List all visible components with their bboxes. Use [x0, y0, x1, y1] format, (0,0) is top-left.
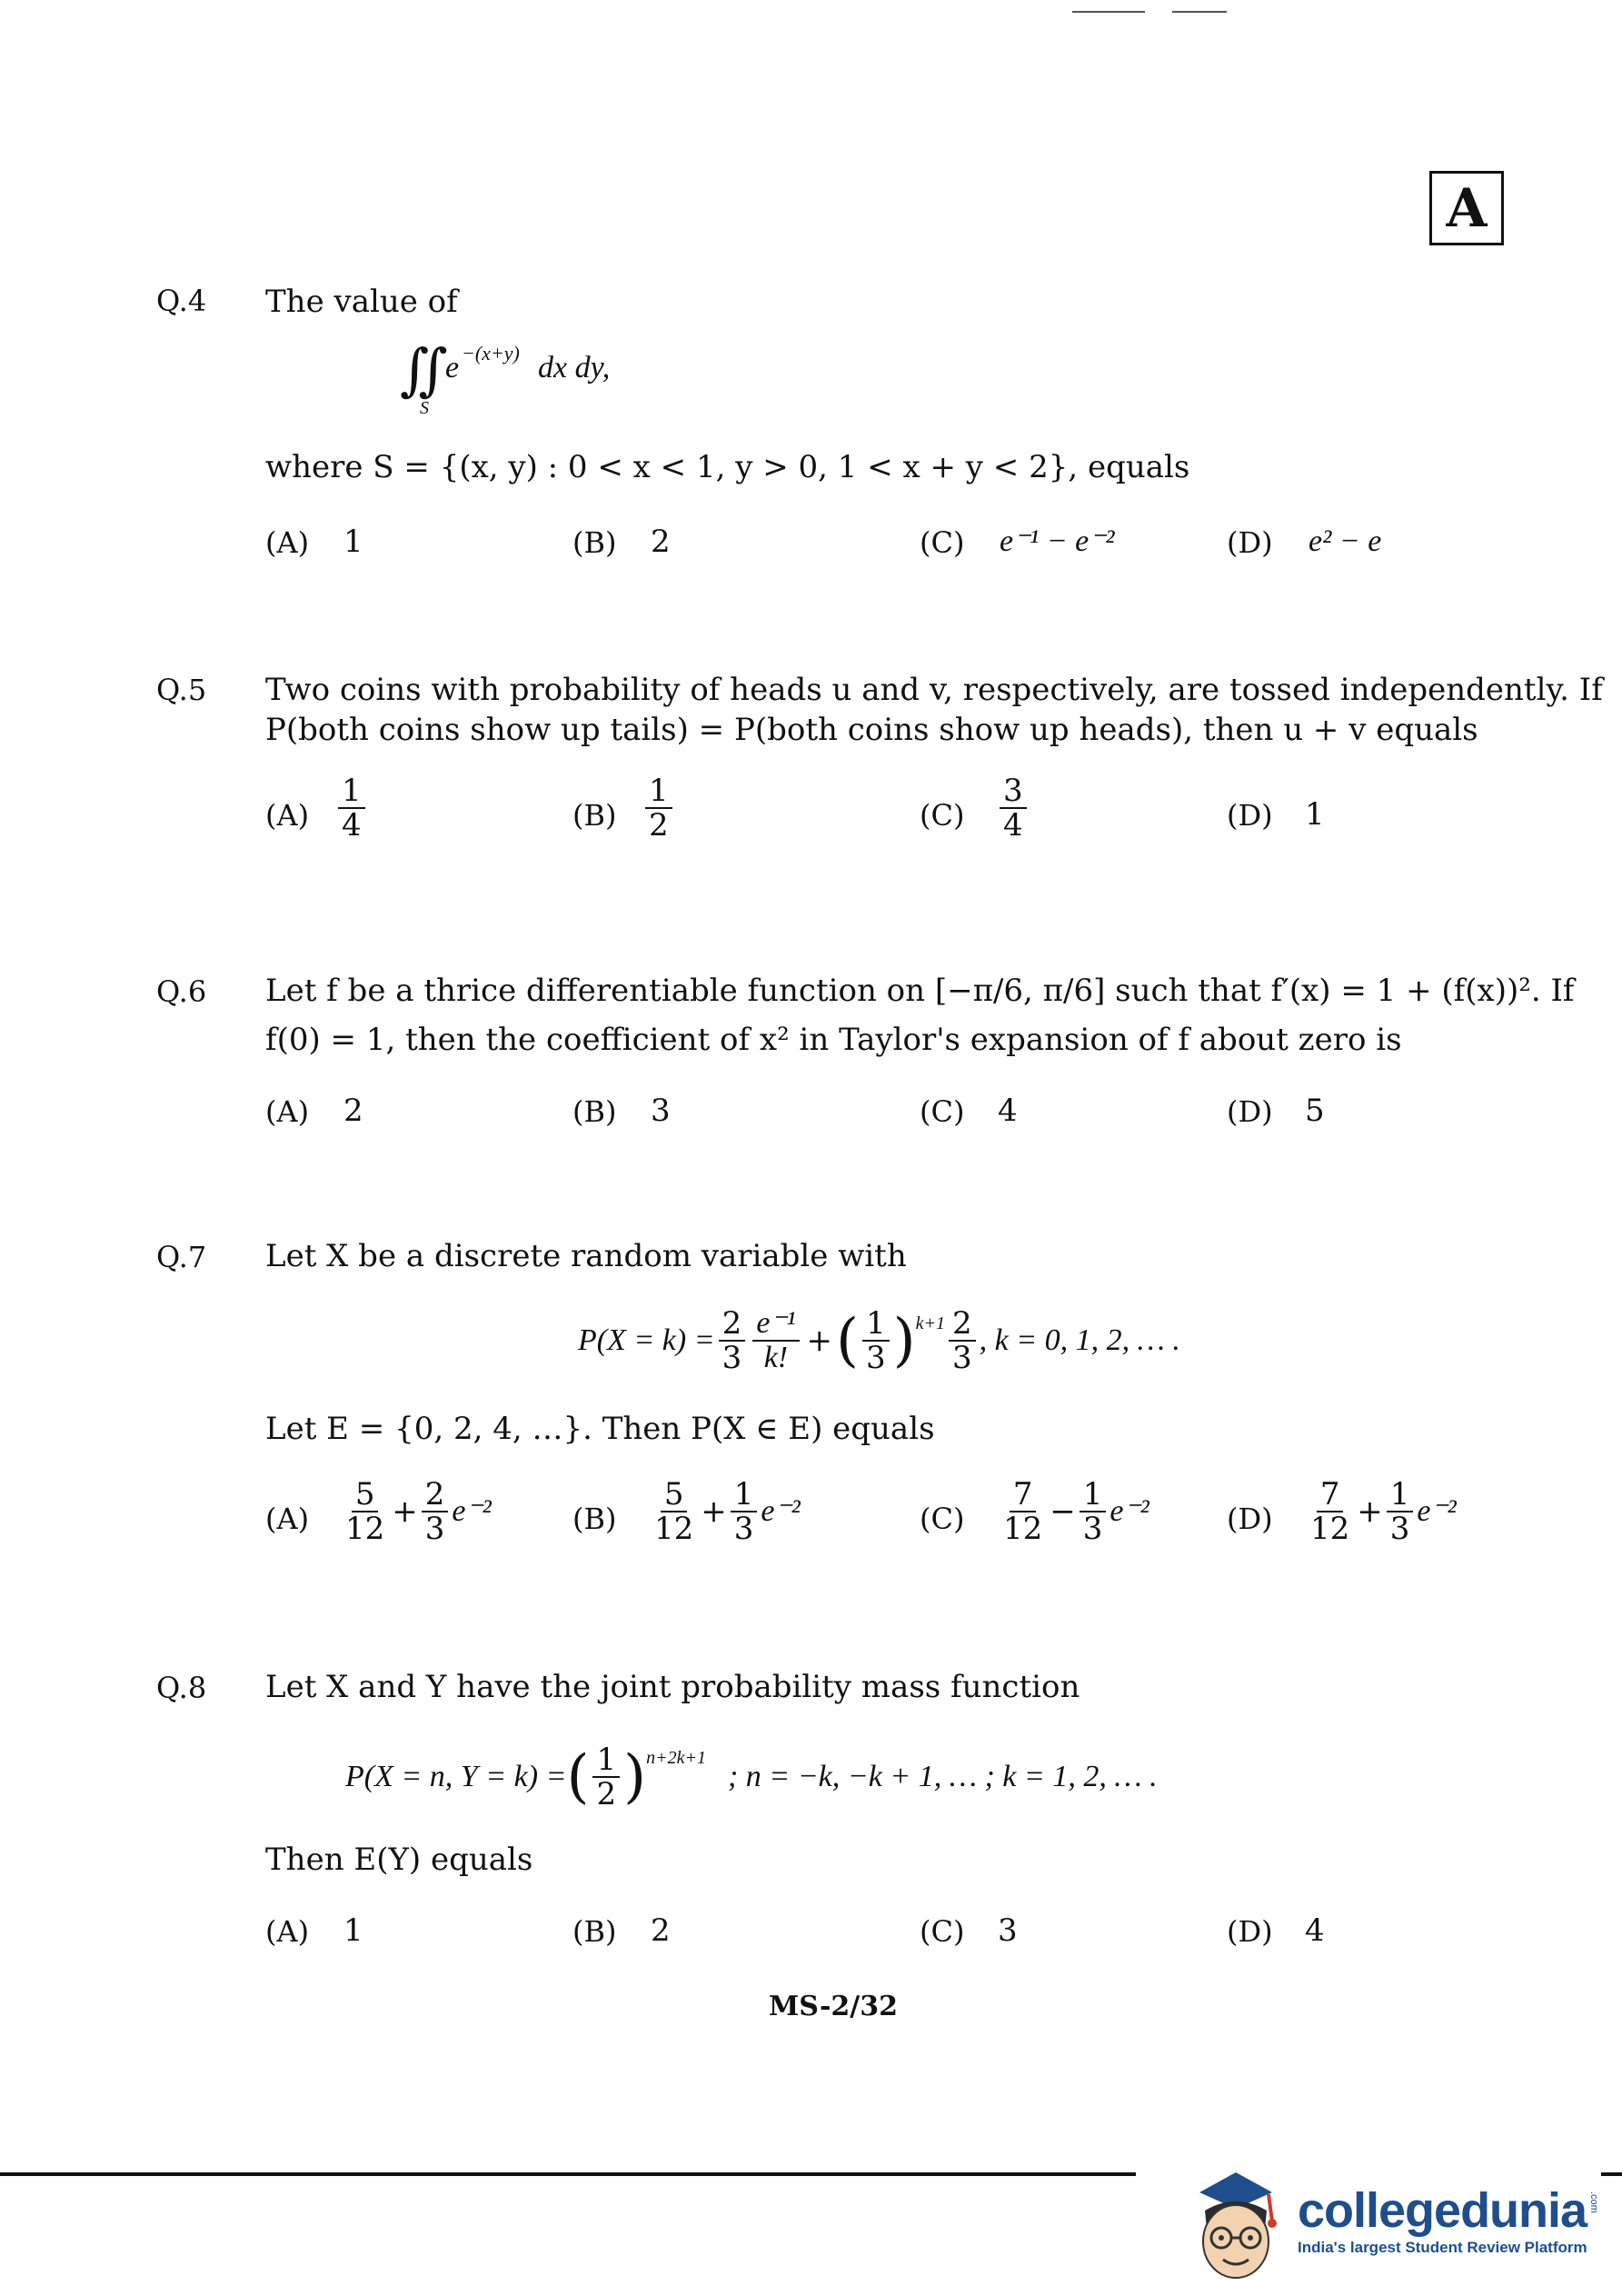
pmf-fraction — [752, 1307, 799, 1374]
fraction-numerator: 2 — [719, 1307, 746, 1342]
pmf-range: , k = 0, 1, 2, … . — [979, 1323, 1180, 1357]
option-value: 2 — [343, 1093, 363, 1129]
fraction-numerator: 5 — [661, 1478, 688, 1512]
option-value: 4 — [998, 1093, 1018, 1129]
brand-text-block — [1298, 2182, 1599, 2257]
option-label: (C) — [920, 1914, 965, 1949]
fraction-denominator: 4 — [1003, 807, 1023, 844]
paren-close: ) — [892, 1307, 916, 1374]
option-value: 4 — [1305, 1912, 1325, 1949]
fraction-denominator: k! — [763, 1341, 789, 1374]
option-label: (A) — [265, 1502, 310, 1536]
integrand: e — [445, 351, 460, 384]
brand-name-row — [1298, 2182, 1599, 2239]
fraction-numerator: 1 — [338, 774, 365, 809]
option-value: 5 — [1305, 1093, 1325, 1129]
fraction-denominator: 12 — [1003, 1511, 1043, 1547]
fraction-numerator: 1 — [645, 774, 672, 809]
option-label: (C) — [920, 525, 965, 560]
joint-pmf-formula — [345, 1727, 1158, 1827]
double-integral — [400, 338, 672, 425]
integral-sign: ∬ — [400, 336, 448, 403]
option-label: (D) — [1227, 1094, 1273, 1129]
brand-tagline: India's largest Student Review Platform — [1298, 2239, 1587, 2256]
option-label: (A) — [265, 525, 310, 560]
fraction-denominator: 3 — [733, 1511, 754, 1547]
integrand-exponent: −(x+y) — [462, 342, 520, 364]
paren-open: ( — [836, 1307, 860, 1374]
pmf-fraction — [592, 1743, 620, 1811]
fraction-denominator: 4 — [342, 807, 362, 844]
scan-mark — [1172, 11, 1227, 13]
page-code: MS-2/32 — [769, 1991, 899, 2022]
fraction-numerator: 1 — [862, 1307, 890, 1342]
pmf-lhs: P(X = n, Y = k) = — [345, 1760, 567, 1793]
fraction-denominator: 3 — [1389, 1511, 1410, 1547]
option-fraction — [1000, 774, 1027, 842]
option-tail: e⁻² — [1110, 1494, 1149, 1528]
option-expression — [1303, 1478, 1457, 1545]
question-number: Q.6 — [156, 974, 207, 1009]
option-label: (C) — [920, 1094, 965, 1129]
option-label: (D) — [1227, 1502, 1273, 1536]
brand-name: collegedunia — [1298, 2183, 1587, 2238]
fraction-numerator: e⁻¹ — [752, 1307, 799, 1342]
option-label: (B) — [572, 1094, 617, 1129]
option-label: (B) — [572, 1914, 617, 1949]
option-label: (B) — [572, 798, 617, 833]
operator: − — [1050, 1493, 1076, 1530]
scan-mark — [1072, 11, 1145, 13]
option-expression — [338, 1478, 492, 1545]
option-value: 3 — [651, 1093, 671, 1129]
fraction-denominator: 3 — [721, 1340, 742, 1376]
brand-suffix: .com — [1588, 2191, 1600, 2213]
option-value: e² − e — [1309, 524, 1382, 558]
option-label: (C) — [920, 798, 965, 833]
fraction-numerator: 1 — [592, 1743, 620, 1778]
question-event: Let E = {0, 2, 4, …}. Then P(X ∈ E) equals — [265, 1411, 935, 1447]
fraction-denominator: 3 — [866, 1340, 886, 1376]
question-stem-line: f(0) = 1, then the coefficient of x² in Taylor's expansion of f about zero is — [265, 1022, 1402, 1058]
option-fraction — [338, 774, 365, 842]
brand-logo[interactable] — [1181, 2156, 1608, 2283]
pmf-exponent: n+2k+1 — [646, 1748, 706, 1768]
question-stem: Let X be a discrete random variable with — [265, 1238, 907, 1274]
pmf-fraction — [862, 1307, 890, 1374]
option-value: 1 — [1305, 796, 1325, 833]
option-value: 2 — [651, 1912, 671, 1949]
question-stem-line: P(both coins show up tails) = P(both coins show up heads), then u + v equals — [265, 712, 1478, 748]
pmf-fraction — [719, 1307, 746, 1374]
fraction-denominator: 2 — [649, 807, 669, 844]
pmf-fraction — [949, 1307, 976, 1374]
fraction-numerator: 7 — [1010, 1478, 1037, 1512]
question-number: Q.7 — [156, 1240, 207, 1274]
paren-open: ( — [566, 1743, 590, 1811]
option-value: e⁻¹ − e⁻² — [1000, 524, 1115, 558]
option-tail: e⁻² — [452, 1494, 492, 1528]
option-label: (B) — [572, 525, 617, 560]
fraction-denominator: 3 — [952, 1340, 972, 1376]
option-label: (A) — [265, 1094, 310, 1129]
fraction-denominator: 3 — [424, 1511, 445, 1547]
option-label: (A) — [265, 798, 310, 833]
operator: + — [392, 1493, 418, 1530]
option-fraction — [645, 774, 672, 842]
option-label: (D) — [1227, 1914, 1273, 1949]
question-stem: Let X and Y have the joint probability mass function — [265, 1669, 1080, 1705]
option-value: 1 — [343, 524, 363, 560]
option-expression — [647, 1478, 801, 1545]
fraction-numerator: 7 — [1317, 1478, 1344, 1512]
option-value: 2 — [651, 524, 671, 560]
question-number: Q.8 — [156, 1671, 207, 1705]
question-stem: The value of — [265, 284, 458, 320]
fraction-numerator: 1 — [1080, 1478, 1107, 1512]
option-label: (A) — [265, 1914, 310, 1949]
pmf-lhs: P(X = k) = — [578, 1323, 715, 1357]
question-number: Q.4 — [156, 284, 207, 318]
pmf-exponent: k+1 — [915, 1313, 945, 1333]
option-label: (B) — [572, 1502, 617, 1536]
differential: dx dy, — [538, 351, 611, 384]
question-then: Then E(Y) equals — [265, 1842, 533, 1878]
option-tail: e⁻² — [1417, 1494, 1457, 1528]
option-value: 3 — [998, 1912, 1018, 1949]
fraction-numerator: 2 — [422, 1478, 449, 1512]
option-label: (C) — [920, 1502, 965, 1536]
operator: + — [1357, 1493, 1383, 1530]
option-expression — [996, 1478, 1149, 1545]
set-code: A — [1446, 177, 1488, 239]
fraction-denominator: 12 — [345, 1511, 385, 1547]
fraction-numerator: 1 — [731, 1478, 758, 1512]
region-symbol: S — [420, 398, 429, 418]
fraction-denominator: 2 — [596, 1776, 617, 1812]
fraction-numerator: 2 — [949, 1307, 976, 1342]
set-code-box — [1429, 171, 1504, 245]
operator: + — [701, 1493, 727, 1530]
footer-rule — [0, 2172, 1136, 2176]
fraction-numerator: 3 — [1000, 774, 1027, 809]
question-stem-line: Let f be a thrice differentiable function on [−π/6, π/6] such that f′(x) = 1 + (f(x))². If — [265, 973, 1575, 1009]
option-label: (D) — [1227, 525, 1273, 560]
mascot-icon — [1181, 2156, 1290, 2283]
fraction-numerator: 1 — [1387, 1478, 1414, 1512]
fraction-numerator: 5 — [352, 1478, 379, 1512]
fraction-denominator: 12 — [1310, 1511, 1350, 1547]
question-stem-line: Two coins with probability of heads u and v, respectively, are tossed independently. If — [265, 672, 1603, 708]
question-number: Q.5 — [156, 673, 207, 707]
option-tail: e⁻² — [761, 1494, 801, 1528]
option-value: 1 — [343, 1912, 363, 1949]
plus-sign: + — [806, 1323, 833, 1359]
fraction-denominator: 3 — [1082, 1511, 1103, 1547]
fraction-denominator: 12 — [654, 1511, 694, 1547]
pmf-range: ; n = −k, −k + 1, … ; k = 1, 2, … . — [727, 1760, 1158, 1793]
option-label: (D) — [1227, 798, 1273, 833]
paren-close: ) — [623, 1743, 647, 1811]
pmf-formula — [578, 1291, 1180, 1391]
question-where: where S = {(x, y) : 0 < x < 1, y > 0, 1 < x + y < 2}, equals — [265, 449, 1190, 485]
